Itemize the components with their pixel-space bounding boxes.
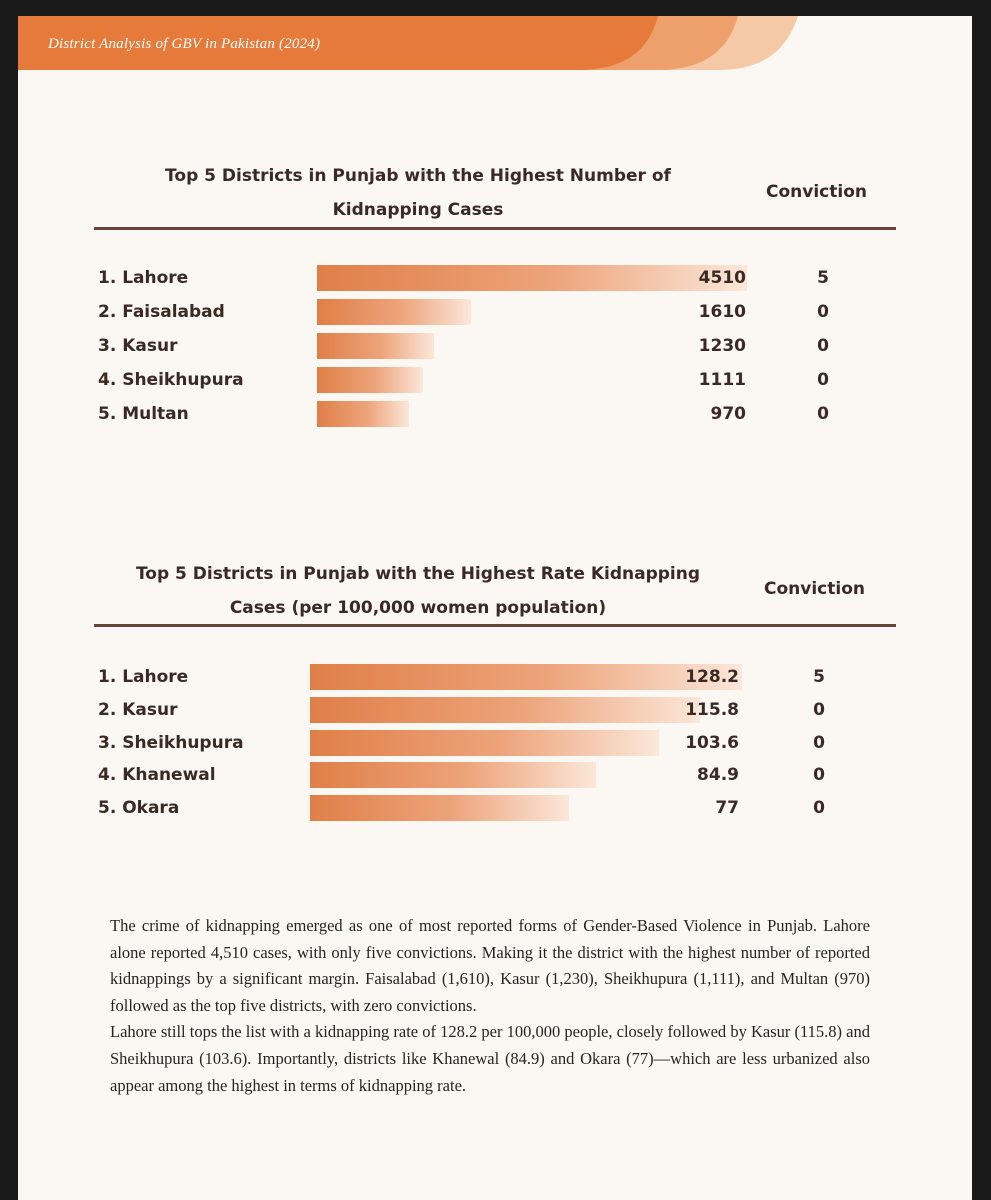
chart-1-value-label: 1230 <box>698 336 746 356</box>
chart-2-value-label: 115.8 <box>685 699 739 720</box>
chart-1-rule <box>94 227 896 230</box>
chart-2-value-label: 77 <box>715 798 739 819</box>
chart-2-bar <box>310 762 596 788</box>
chart-1-conviction-value: 0 <box>817 370 829 390</box>
body-text <box>110 913 870 1099</box>
chart-1-category-label: 3. Kasur <box>98 336 178 356</box>
chart-2-category-label: 1. Lahore <box>98 667 189 687</box>
chart-2-category-label: 3. Sheikhupura <box>98 732 244 753</box>
chart-2-value-label: 103.6 <box>685 732 739 753</box>
chart-2-category-label: 5. Okara <box>98 798 180 819</box>
chart-2-title: Top 5 Districts in Punjab with the Highest Rate Kidnapping Cases (per 100,000 women population) <box>135 564 701 618</box>
chart-2-category-label: 4. Khanewal <box>98 765 216 786</box>
header-band <box>18 16 972 70</box>
chart-2-conviction-header: Conviction <box>764 579 865 599</box>
chart-2-conviction-value: 0 <box>813 732 825 753</box>
chart-1-bar <box>317 299 471 325</box>
chart-1-bar <box>317 401 409 427</box>
chart-2-conviction-value: 0 <box>813 798 825 819</box>
chart-1-bar <box>317 333 434 359</box>
chart-2-conviction-value: 0 <box>813 765 825 786</box>
chart-1-conviction-value: 0 <box>817 336 829 356</box>
chart-2-bar <box>310 697 700 723</box>
chart-1-bar <box>317 367 423 393</box>
chart-1-conviction-value: 0 <box>817 404 829 424</box>
chart-1-conviction-value: 0 <box>817 302 829 322</box>
chart-1-title: Top 5 Districts in Punjab with the Highest Number of Kidnapping Cases <box>165 166 671 220</box>
chart-1-category-label: 5. Multan <box>98 404 189 424</box>
chart-2-value-label: 128.2 <box>685 667 739 687</box>
body-paragraph-1: The crime of kidnapping emerged as one of most reported forms of Gender-Based Violence in Punjab. Lahore alone reported 4,510 cases, with only five convictions. Making it the district with the highest number of reported kidnappings by a significant margin. Faisalabad (1,610), Kasur (1,230), Sheikhupura (1,111), and Multan (970) followed as the top five districts, with zero convictions. <box>110 916 870 1015</box>
body-paragraph-2: Lahore still tops the list with a kidnapping rate of 128.2 per 100,000 people, closely followed by Kasur (115.8) and Sheikhupura (103.6). Importantly, districts like Khanewal (84.9) and Okara (77)—which are less urbanized also appear among the highest in terms of kidnapping rate. <box>110 1022 870 1095</box>
chart-1-value-label: 1610 <box>698 302 746 322</box>
chart-1-conviction-header: Conviction <box>766 182 867 202</box>
chart-1-value-label: 4510 <box>698 268 746 288</box>
chart-1-category-label: 1. Lahore <box>98 268 189 288</box>
chart-2-conviction-value: 0 <box>813 699 825 720</box>
chart-1-category-label: 4. Sheikhupura <box>98 370 244 390</box>
chart-2-conviction-value: 5 <box>813 667 825 687</box>
header-title: District Analysis of GBV in Pakistan (2024) <box>48 36 321 52</box>
chart-2-category-label: 2. Kasur <box>98 699 178 720</box>
chart-2-value-label: 84.9 <box>697 765 739 786</box>
chart-2-bar <box>310 795 569 821</box>
chart-1-value-label: 1111 <box>698 370 746 390</box>
chart-2-rule <box>94 624 896 627</box>
chart-1-conviction-value: 5 <box>817 268 829 288</box>
chart-1-value-label: 970 <box>710 404 746 424</box>
report-page <box>18 16 972 1200</box>
chart-1-category-label: 2. Faisalabad <box>98 302 225 322</box>
chart-2-bar <box>310 730 659 756</box>
